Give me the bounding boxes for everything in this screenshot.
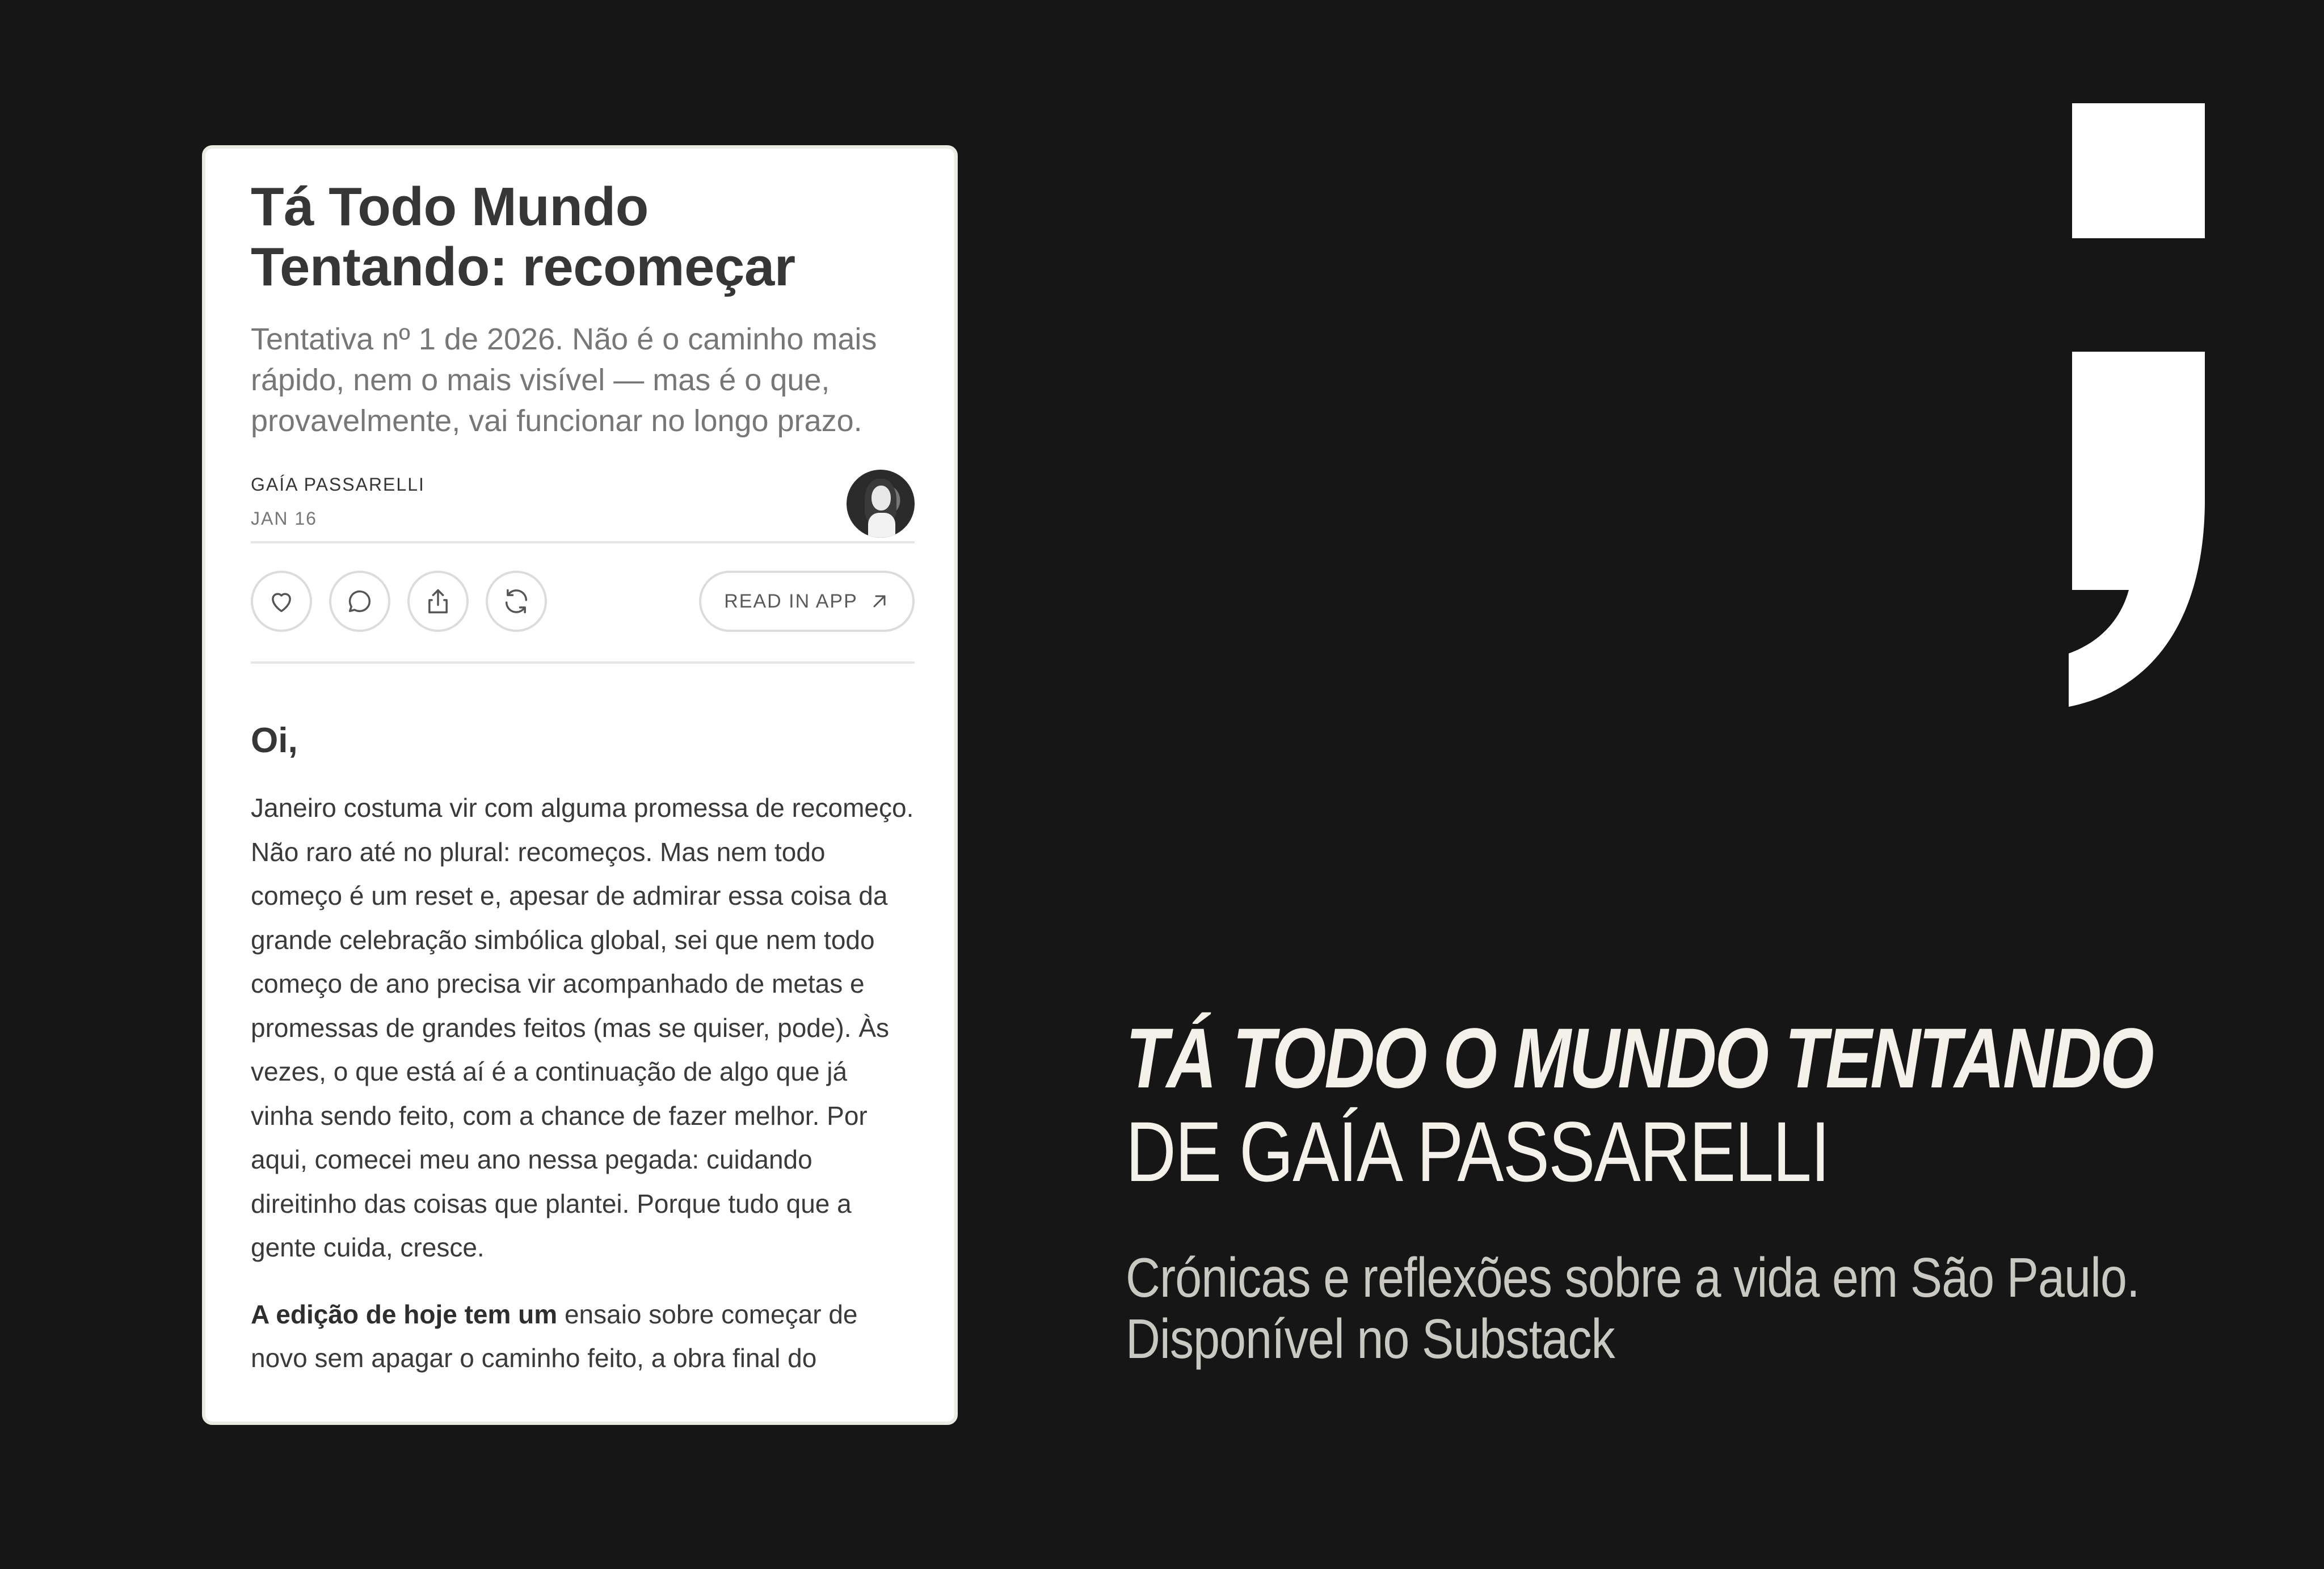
- post-card: [202, 145, 958, 1425]
- share-icon: [423, 587, 453, 616]
- semicolon-logo-icon: [2069, 103, 2205, 602]
- promo-heading-author: DE GAÍA PASSARELLI: [1126, 1104, 1829, 1199]
- promo-tagline-line1: Crónicas e reflexões sobre a vida em São Paulo.: [1126, 1246, 2140, 1309]
- promo-heading-title: TÁ TODO O MUNDO TENTANDO: [1126, 1010, 2153, 1106]
- share-button[interactable]: [407, 571, 469, 632]
- post-actions: [251, 543, 915, 661]
- avatar[interactable]: [847, 470, 915, 538]
- promo-heading: [1126, 1010, 2289, 1197]
- avatar-face: [872, 486, 891, 511]
- post-paragraph-2-bold: A edição de hoje tem um: [251, 1299, 558, 1329]
- post-title: [251, 177, 915, 297]
- read-in-app-label: READ IN APP: [724, 590, 858, 612]
- divider-bottom: [251, 661, 915, 664]
- arrow-up-right-icon: [869, 591, 890, 611]
- comment-button[interactable]: [329, 571, 390, 632]
- post-greeting: Oi,: [251, 721, 298, 760]
- post-paragraph-2: [251, 1293, 915, 1381]
- avatar-body: [868, 513, 895, 538]
- byline: [251, 473, 915, 541]
- post-paragraph-2-text: ensaio sobre começar de novo sem apagar o caminho feito, a obra final do: [251, 1299, 858, 1373]
- promo-tagline: [1126, 1246, 2140, 1370]
- restack-button[interactable]: [486, 571, 547, 632]
- post-title-line2: Tentando: recomeçar: [251, 237, 795, 297]
- post-card-content: [251, 177, 915, 1381]
- like-button[interactable]: [251, 571, 312, 632]
- read-in-app-button[interactable]: [699, 571, 915, 632]
- post-date: JAN 16: [251, 508, 317, 529]
- refresh-icon: [502, 587, 531, 616]
- heart-icon: [267, 587, 296, 616]
- comment-bubble-icon: [345, 587, 374, 616]
- post-paragraph-1: Janeiro costuma vir com alguma promessa de recomeço. Não raro até no plural: recomeços. Mas nem todo começo é um reset e, apesar de admirar essa coisa da grande celebração simbólica global, sei que nem todo começo de ano precisa vir acompanhado de metas e promessas de grandes feitos (mas se quiser, pode). Às vezes, o que está aí é a continuação de algo que já vinha sendo feito, com a chance de fazer melhor. Por aqui, comecei meu ano nessa pegada: cuidando direitinho das coisas que plantei. Porque tudo que a gente cuida, cresce.: [251, 793, 914, 1262]
- semicolon-comma: [2069, 352, 2205, 707]
- post-title-line1: Tá Todo Mundo: [251, 176, 649, 237]
- author-name[interactable]: GAÍA PASSARELLI: [251, 474, 425, 495]
- semicolon-dot: [2072, 103, 2205, 238]
- promo-tagline-line2: Disponível no Substack: [1126, 1308, 1615, 1370]
- post-subtitle: Tentativa nº 1 de 2026. Não é o caminho mais rápido, nem o mais visível — mas é o que, provavelmente, vai funcionar no longo prazo.: [251, 322, 877, 438]
